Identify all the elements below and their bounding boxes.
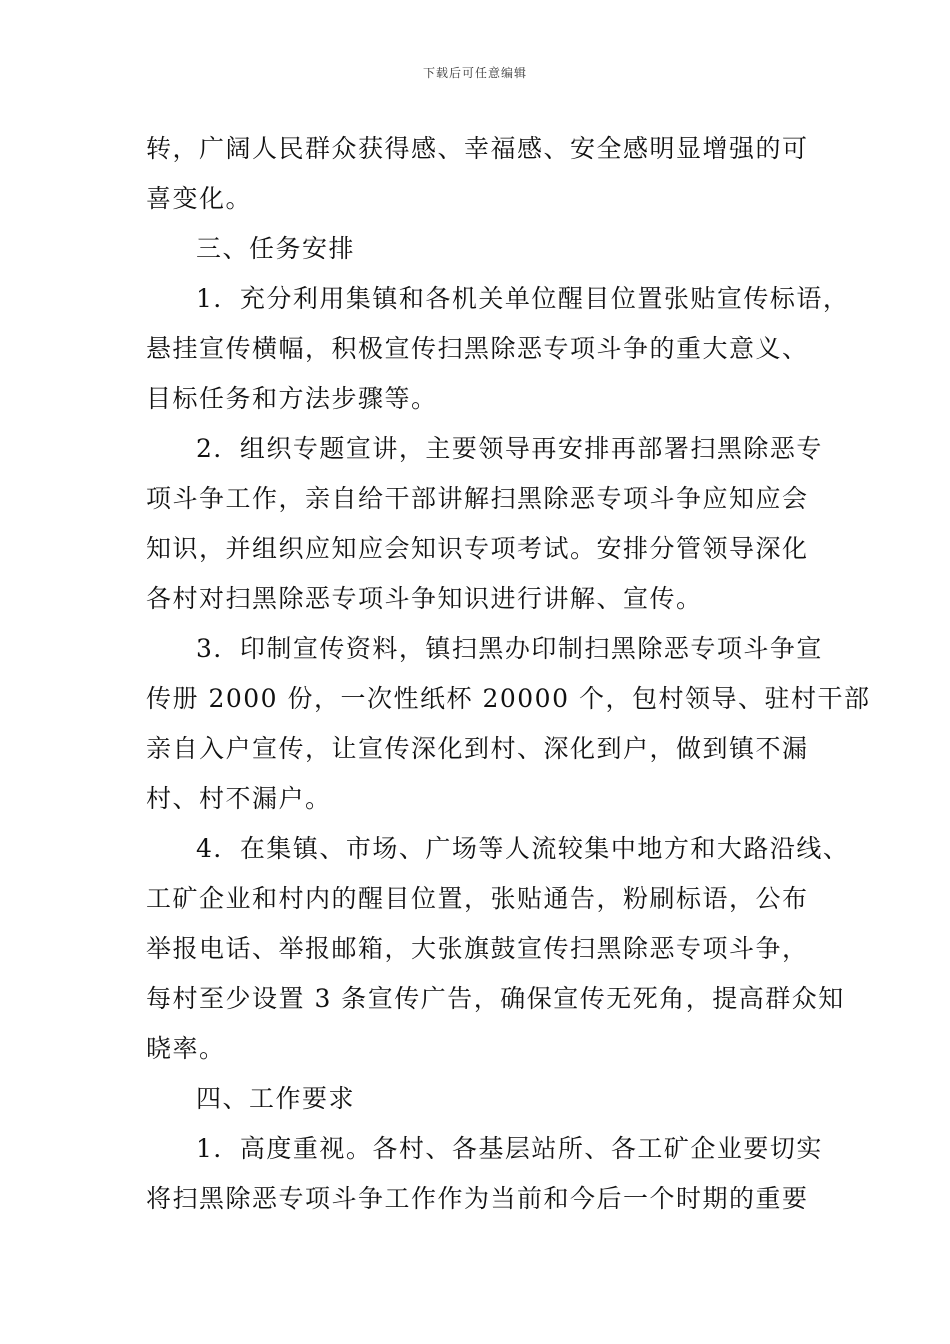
text-line: 传册 2000 份，一次性纸杯 20000 个，包村领导、驻村干部	[146, 684, 871, 713]
text-line: 晓率。	[146, 1034, 226, 1063]
text-line: 目标任务和方法步骤等。	[146, 384, 438, 413]
text-line: 工矿企业和村内的醒目位置，张贴通告，粉刷标语，公布	[146, 884, 809, 913]
text-line: 4．在集镇、市场、广场等人流较集中地方和大路沿线、	[196, 834, 850, 863]
text-line: 2．组织专题宣讲，主要领导再安排再部署扫黑除恶专	[196, 434, 823, 463]
page-header: 下载后可任意编辑	[422, 66, 527, 80]
text-line: 转，广阔人民群众获得感、幸福感、安全感明显增强的可	[146, 134, 809, 163]
text-line: 项斗争工作，亲自给干部讲解扫黑除恶专项斗争应知应会	[146, 484, 809, 513]
text-line: 喜变化。	[146, 184, 253, 213]
section-heading: 三、任务安排	[196, 234, 356, 263]
text-line: 将扫黑除恶专项斗争工作作为当前和今后一个时期的重要	[146, 1184, 809, 1213]
text-line: 3．印制宣传资料，镇扫黑办印制扫黑除恶专项斗争宣	[196, 634, 823, 663]
text-line: 各村对扫黑除恶专项斗争知识进行讲解、宣传。	[146, 584, 703, 613]
section-heading: 四、工作要求	[196, 1084, 356, 1113]
text-line: 村、村不漏户。	[146, 784, 332, 813]
text-line: 每村至少设置 3 条宣传广告，确保宣传无死角，提高群众知	[146, 984, 845, 1013]
text-line: 1．高度重视。各村、各基层站所、各工矿企业要切实	[196, 1134, 823, 1163]
text-line: 1．充分利用集镇和各机关单位醒目位置张贴宣传标语，	[196, 284, 850, 313]
text-line: 亲自入户宣传，让宣传深化到村、深化到户，做到镇不漏	[146, 734, 809, 763]
document-body	[146, 124, 871, 1224]
text-line: 悬挂宣传横幅，积极宣传扫黑除恶专项斗争的重大意义、	[146, 334, 809, 363]
text-line: 知识，并组织应知应会知识专项考试。安排分管领导深化	[146, 534, 809, 563]
text-line: 举报电话、举报邮箱，大张旗鼓宣传扫黑除恶专项斗争，	[146, 934, 809, 963]
